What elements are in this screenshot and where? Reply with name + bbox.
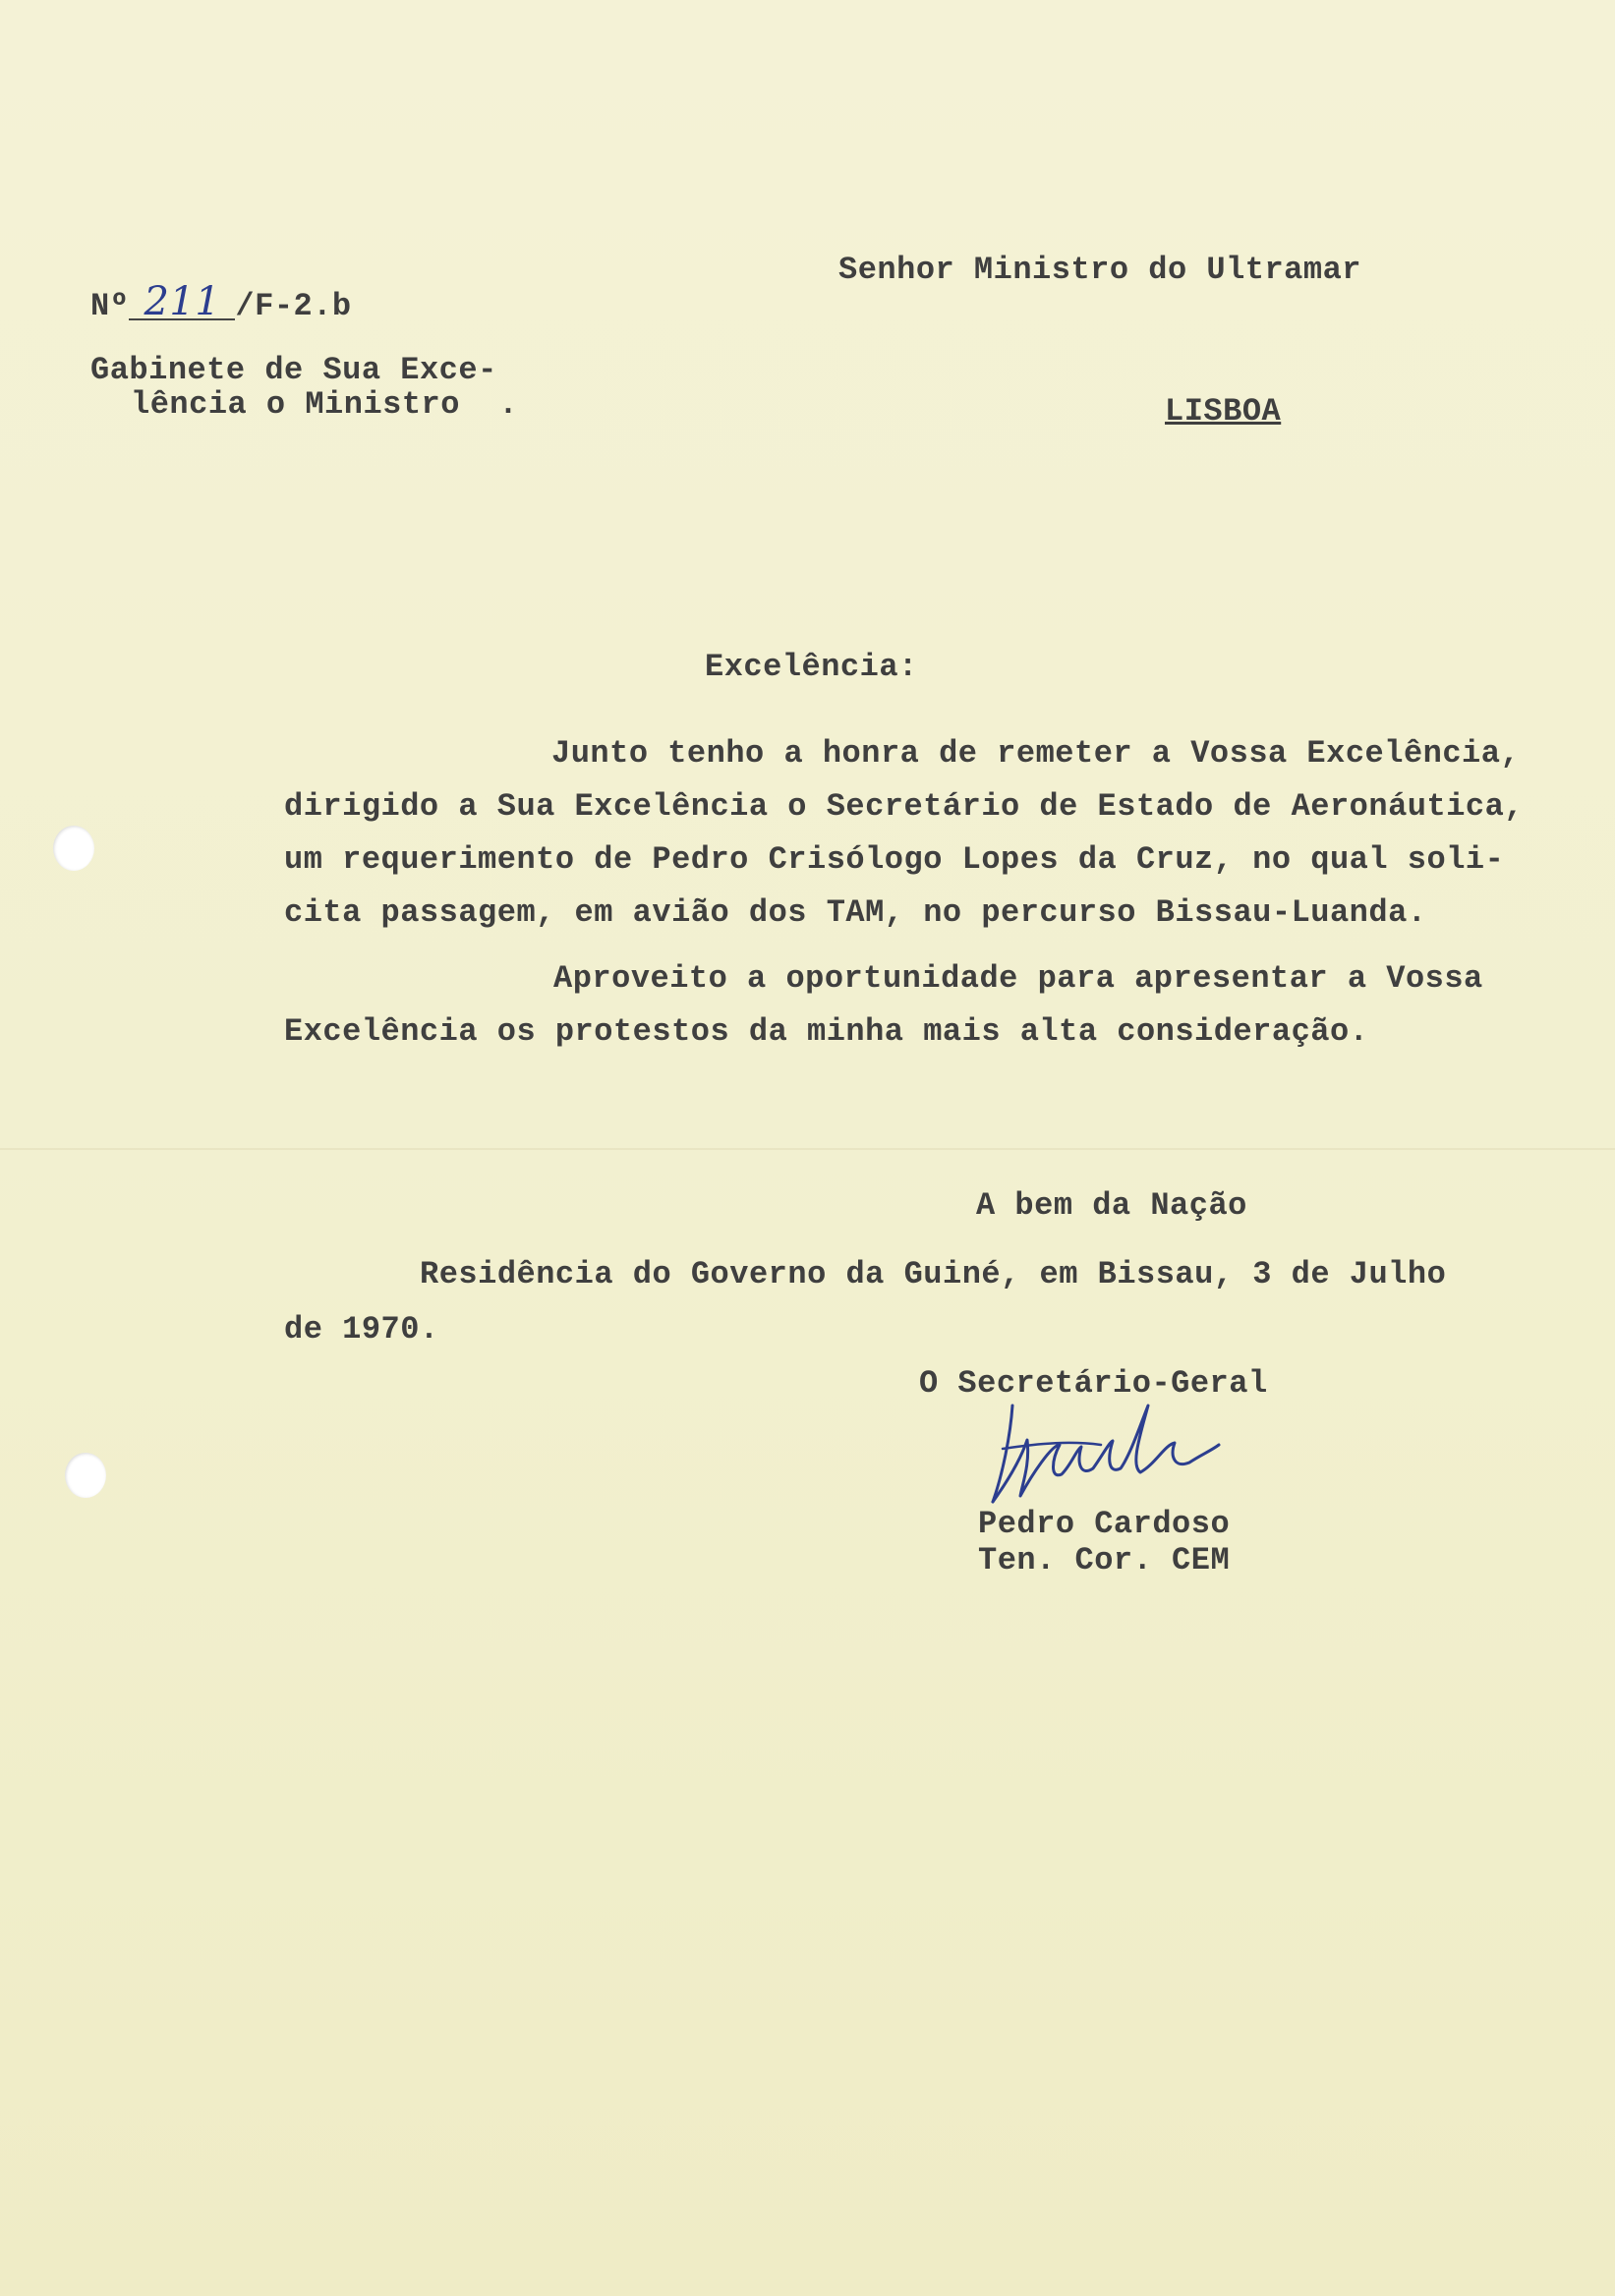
- motto: A bem da Nação: [976, 1187, 1247, 1224]
- recipient: Senhor Ministro do Ultramar: [838, 252, 1361, 288]
- ref-number-handwritten: 211: [129, 285, 235, 320]
- paper-fold-line: [0, 1148, 1615, 1150]
- signatory-rank: Ten. Cor. CEM: [978, 1542, 1231, 1578]
- handwritten-signature: [983, 1386, 1239, 1514]
- salutation: Excelência:: [705, 649, 918, 685]
- signatory-role: O Secretário-Geral: [919, 1365, 1268, 1402]
- punch-hole-bottom: [65, 1453, 106, 1498]
- signatory-name: Pedro Cardoso: [978, 1506, 1231, 1542]
- sender-line-2: lência o Ministro .: [131, 386, 519, 423]
- paragraph-2-line-1: Aproveito a oportunidade para apresentar a Vossa: [553, 960, 1483, 997]
- paragraph-1-line-4: cita passagem, em avião dos TAM, no percurso Bissau-Luanda.: [284, 894, 1427, 931]
- place-date-line-2: de 1970.: [284, 1311, 439, 1348]
- punch-hole-top: [53, 826, 94, 871]
- paragraph-1-line-3: um requerimento de Pedro Crisólogo Lopes da Cruz, no qual soli-: [284, 841, 1505, 878]
- ref-prefix: Nº: [90, 288, 130, 324]
- sender-line-1: Gabinete de Sua Exce-: [90, 352, 497, 388]
- place-date-line-1: Residência do Governo da Guiné, em Bissau, 3 de Julho: [420, 1256, 1447, 1292]
- ref-suffix: /F-2.b: [235, 288, 352, 324]
- recipient-city: LISBOA: [1165, 393, 1282, 430]
- paragraph-2-line-2: Excelência os protestos da minha mais alta consideração.: [284, 1013, 1369, 1050]
- paragraph-1-line-2: dirigido a Sua Excelência o Secretário de Estado de Aeronáutica,: [284, 788, 1524, 825]
- paragraph-1-line-1: Junto tenho a honra de remeter a Vossa Excelência,: [551, 735, 1521, 772]
- reference-number: [90, 279, 352, 325]
